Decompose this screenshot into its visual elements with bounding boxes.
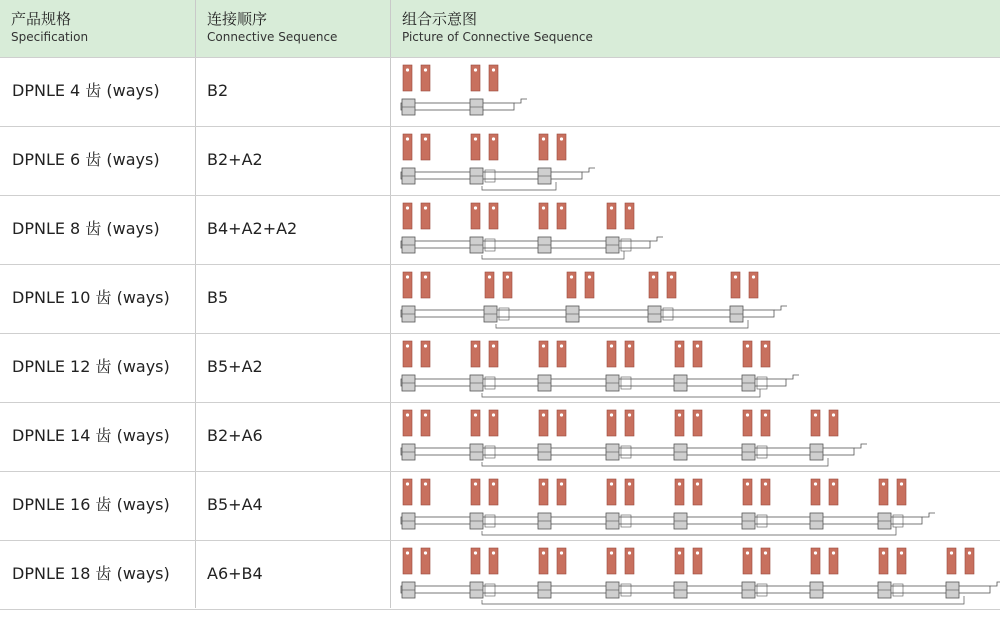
- pin-hole: [764, 413, 767, 416]
- spec-cell: DPNLE 10 齿 (ways): [12, 288, 170, 307]
- busbar-end-tab: [774, 306, 787, 310]
- pin-hole: [474, 68, 477, 71]
- row-divider: [0, 126, 1000, 127]
- pin-hole: [560, 551, 563, 554]
- pin-hole: [406, 68, 409, 71]
- pin-hole: [492, 68, 495, 71]
- sequence-cell: B2+A6: [207, 426, 263, 445]
- pin-hole: [628, 413, 631, 416]
- pin-hole: [610, 344, 613, 347]
- pin-hole: [542, 482, 545, 485]
- pin-hole: [492, 551, 495, 554]
- pin-hole: [610, 413, 613, 416]
- row-divider: [0, 402, 1000, 403]
- pin-hole: [424, 482, 427, 485]
- pin-hole: [406, 551, 409, 554]
- pin-hole: [610, 206, 613, 209]
- busbar-strip: [401, 103, 514, 110]
- header-picture-en: Picture of Connective Sequence: [402, 30, 593, 44]
- busbar-connector: [482, 389, 760, 397]
- busbar-diagram: [400, 61, 543, 123]
- sequence-cell: B5+A4: [207, 495, 263, 514]
- pin-hole: [588, 275, 591, 278]
- pin-hole: [832, 551, 835, 554]
- busbar-end-tab: [514, 99, 527, 103]
- pin-hole: [424, 137, 427, 140]
- busbar-end-tab: [990, 582, 1000, 586]
- pin-hole: [560, 413, 563, 416]
- row-divider: [0, 333, 1000, 334]
- pin-hole: [424, 344, 427, 347]
- spec-cell: DPNLE 16 齿 (ways): [12, 495, 170, 514]
- pin-hole: [406, 482, 409, 485]
- pin-hole: [424, 275, 427, 278]
- pin-hole: [814, 413, 817, 416]
- pin-hole: [628, 206, 631, 209]
- pin-hole: [882, 482, 885, 485]
- busbar-connector: [482, 596, 964, 604]
- pin-hole: [696, 551, 699, 554]
- header-picture-zh: 组合示意图: [402, 10, 478, 28]
- pin-hole: [882, 551, 885, 554]
- header-sequence: [196, 0, 390, 57]
- pin-hole: [474, 206, 477, 209]
- row-divider: [0, 540, 1000, 541]
- pin-hole: [542, 206, 545, 209]
- pin-hole: [746, 413, 749, 416]
- pin-hole: [610, 551, 613, 554]
- busbar-diagram: [400, 130, 611, 192]
- busbar-connector: [496, 320, 748, 328]
- pin-hole: [814, 482, 817, 485]
- pin-hole: [424, 551, 427, 554]
- busbar-strip: [401, 172, 582, 179]
- row-divider: [0, 609, 1000, 610]
- pin-hole: [474, 551, 477, 554]
- sequence-cell: B2+A2: [207, 150, 263, 169]
- pin-hole: [764, 551, 767, 554]
- pin-hole: [652, 275, 655, 278]
- pin-hole: [406, 206, 409, 209]
- pin-hole: [832, 482, 835, 485]
- busbar-end-tab: [786, 375, 799, 379]
- busbar-strip: [401, 379, 786, 386]
- spec-cell: DPNLE 6 齿 (ways): [12, 150, 160, 169]
- busbar-end-tab: [582, 168, 595, 172]
- pin-hole: [492, 344, 495, 347]
- pin-hole: [492, 413, 495, 416]
- row-divider: [0, 264, 1000, 265]
- busbar-connector: [482, 251, 624, 259]
- pin-hole: [474, 137, 477, 140]
- pin-hole: [764, 344, 767, 347]
- header-picture: [391, 0, 1000, 57]
- pin-hole: [696, 482, 699, 485]
- pin-hole: [628, 344, 631, 347]
- pin-hole: [950, 551, 953, 554]
- row-divider: [0, 195, 1000, 196]
- pin-hole: [900, 482, 903, 485]
- pin-hole: [670, 275, 673, 278]
- pin-hole: [488, 275, 491, 278]
- pin-hole: [752, 275, 755, 278]
- busbar-strip: [401, 310, 774, 317]
- table-header: [0, 0, 1000, 57]
- pin-hole: [424, 68, 427, 71]
- pin-hole: [542, 413, 545, 416]
- sequence-cell: A6+B4: [207, 564, 263, 583]
- column-divider: [195, 0, 196, 608]
- busbar-diagram: [400, 544, 1000, 606]
- pin-hole: [678, 413, 681, 416]
- pin-hole: [968, 551, 971, 554]
- pin-hole: [746, 482, 749, 485]
- sequence-cell: B4+A2+A2: [207, 219, 298, 238]
- pin-hole: [542, 344, 545, 347]
- header-specification-zh: 产品规格: [11, 10, 72, 28]
- header-sequence-zh: 连接顺序: [207, 10, 268, 28]
- pin-hole: [734, 275, 737, 278]
- busbar-diagram: [400, 337, 815, 399]
- sequence-cell: B5: [207, 288, 229, 307]
- pin-hole: [424, 206, 427, 209]
- pin-hole: [474, 482, 477, 485]
- pin-hole: [492, 206, 495, 209]
- row-divider: [0, 57, 1000, 58]
- busbar-diagram: [400, 475, 951, 537]
- spec-cell: DPNLE 8 齿 (ways): [12, 219, 160, 238]
- spec-cell: DPNLE 14 齿 (ways): [12, 426, 170, 445]
- pin-hole: [678, 551, 681, 554]
- busbar-end-tab: [922, 513, 935, 517]
- spec-cell: DPNLE 4 齿 (ways): [12, 81, 160, 100]
- sequence-cell: B2: [207, 81, 229, 100]
- busbar-diagram: [400, 199, 679, 261]
- pin-hole: [746, 551, 749, 554]
- pin-hole: [406, 344, 409, 347]
- busbar-strip: [401, 448, 854, 455]
- pin-hole: [474, 413, 477, 416]
- busbar-diagram: [400, 268, 803, 330]
- pin-hole: [696, 344, 699, 347]
- busbar-connector: [482, 458, 828, 466]
- pin-hole: [492, 482, 495, 485]
- pin-hole: [678, 482, 681, 485]
- busbar-strip: [401, 586, 990, 593]
- pin-hole: [542, 137, 545, 140]
- busbar-end-tab: [854, 444, 867, 448]
- pin-hole: [628, 551, 631, 554]
- spec-cell: DPNLE 18 齿 (ways): [12, 564, 170, 583]
- pin-hole: [406, 413, 409, 416]
- pin-hole: [506, 275, 509, 278]
- pin-hole: [746, 344, 749, 347]
- header-specification-en: Specification: [11, 30, 89, 44]
- header-specification: [0, 0, 195, 57]
- pin-hole: [696, 413, 699, 416]
- pin-hole: [900, 551, 903, 554]
- pin-hole: [492, 137, 495, 140]
- pin-hole: [474, 344, 477, 347]
- pin-hole: [406, 137, 409, 140]
- pin-hole: [424, 413, 427, 416]
- pin-hole: [814, 551, 817, 554]
- sequence-cell: B5+A2: [207, 357, 263, 376]
- header-sequence-en: Connective Sequence: [207, 30, 338, 44]
- pin-hole: [628, 482, 631, 485]
- pin-hole: [542, 551, 545, 554]
- row-divider: [0, 471, 1000, 472]
- pin-hole: [560, 206, 563, 209]
- pin-hole: [610, 482, 613, 485]
- pin-hole: [406, 275, 409, 278]
- busbar-diagram: [400, 406, 883, 468]
- pin-hole: [678, 344, 681, 347]
- busbar-end-tab: [650, 237, 663, 241]
- pin-hole: [560, 482, 563, 485]
- pin-hole: [570, 275, 573, 278]
- pin-hole: [560, 344, 563, 347]
- column-divider: [390, 0, 391, 608]
- pin-hole: [560, 137, 563, 140]
- pin-hole: [764, 482, 767, 485]
- spec-cell: DPNLE 12 齿 (ways): [12, 357, 170, 376]
- pin-hole: [832, 413, 835, 416]
